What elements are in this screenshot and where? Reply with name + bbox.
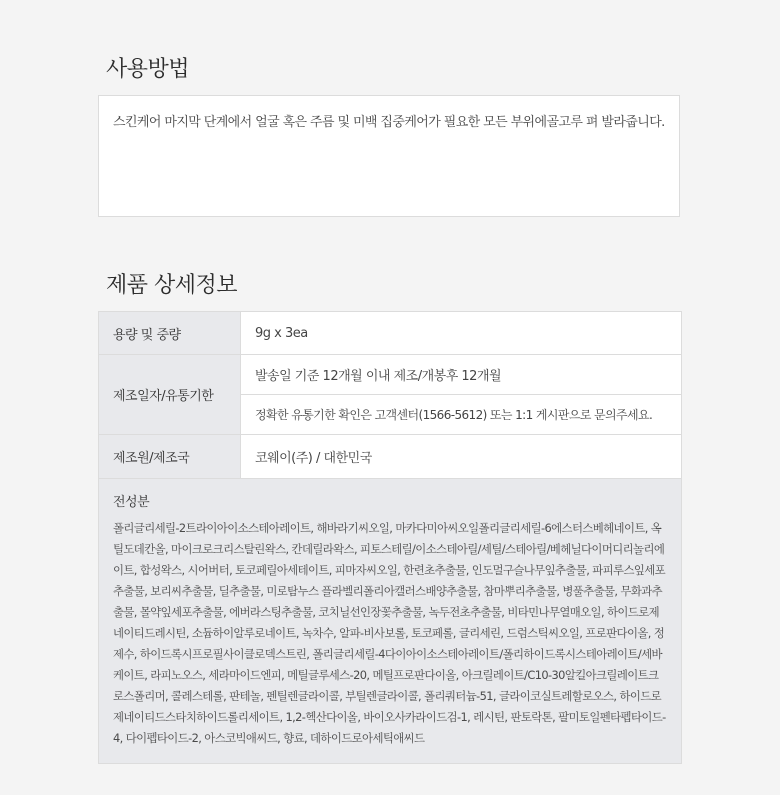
manufacturer-label: 제조원/제조국 — [99, 435, 241, 478]
volume-label: 용량 및 중량 — [99, 312, 241, 354]
expiry-value: 발송일 기준 12개월 이내 제조/개봉후 12개월 — [241, 355, 681, 395]
usage-text: 스킨케어 마지막 단계에서 얼굴 혹은 주름 및 미백 집중케어가 필요한 모든 부위에골고루 펴 발라줍니다. — [113, 115, 665, 130]
table-row-ingredients — [99, 479, 681, 763]
table-row-expiry — [99, 355, 681, 435]
table-row-manufacturer — [99, 435, 681, 479]
manufacturer-value: 코웨이(주) / 대한민국 — [255, 451, 372, 466]
table-row-volume — [99, 312, 681, 355]
expiry-note: 정확한 유통기한 확인은 고객센터(1566-5612) 또는 1:1 게시판으로 문의주세요. — [255, 408, 653, 422]
ingredients-label: 전성분 — [113, 495, 150, 510]
volume-value: 9g x 3ea — [255, 325, 308, 341]
details-section-title: 제품 상세정보 — [106, 273, 238, 298]
expiry-label: 제조일자/유통기한 — [99, 355, 241, 434]
product-info-table — [98, 311, 682, 764]
ingredients-text: 폴리글리세릴-2트라이아이소스테아레이트, 해바라기씨오일, 마카다미아씨오일폴리글리세릴-6에스터스베헤네이트, 옥틸도데칸올, 마이크로크리스탈린왁스, 칸데릴라왁스, 피토스테릴/이소스테아릴/세틸/스테아릴/베헤닐다이머디리놀리에이트, 합성왁스, 시어버터, 토코페릴아세테이트, 피마자씨오일, 한련초추출물, 인도멀구슬나무잎추출물, 파피루스잎세포추출물, 보리씨추출물, 딜추출물, 미로탐누스 플라벨리폴리아캘러스배양추출물, 참마뿌리추출물, 병풀추출물, 무화과추출물, 몰약잎세포추출물, 에버라스팅추출물, 코치닐선인장꽃추출물, 녹두전초추출물, 비타민나무열매오일, 하이드로제네이티드레시틴, 소듐하이알루로네이트, 녹차수, 알파-비사보롤, 토코페롤, 글리세린, 드럼스틱씨오일, 프로판다이올, 정제수, 하이드록시프로필사이클로덱스트린, 폴리글리세릴-4다이아이소스테아레이트/폴리하이드록시스테아레이트/세바케이트, 라피노오스, 세라마이드엔피, 메틸글루세스-20, 메틸프로판다이올, 아크릴레이트/C10-30알킬아크릴레이트크로스폴리머, 콜레스테롤, 판테놀, 펜틸렌글라이콜, 부틸렌글라이콜, 폴리쿼터늄-51, 글라이코실트레할로오스, 하이드로제네이티드스타치하이드롤리세이트, 1,2-헥산다이올, 바이오사카라이드검-1, 레시틴, 판토락톤, 팔미토일펜타펩타이드-4, 다이펩타이드-2, 아스코빅애씨드, 향료, 데하이드로아세틱애씨드 — [113, 521, 666, 745]
usage-section-title: 사용방법 — [106, 57, 190, 82]
usage-box — [98, 95, 680, 217]
expiry-values — [241, 355, 681, 434]
